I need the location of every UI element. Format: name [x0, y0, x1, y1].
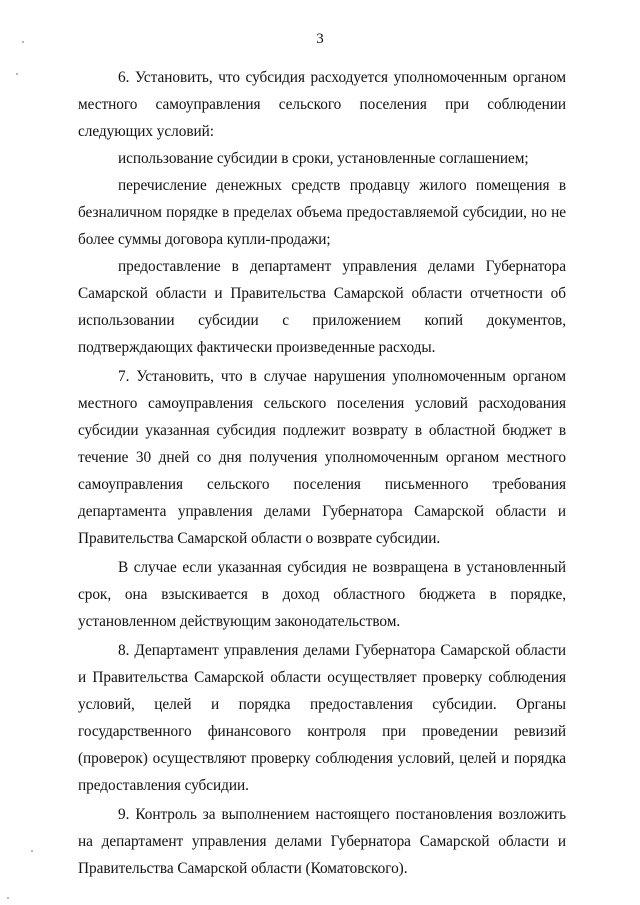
- scan-speck: [7, 897, 9, 899]
- page-number: 3: [316, 31, 324, 47]
- paragraph-7: 7. Установить, что в случае нарушения уполномоченным органом местного самоуправления сельского поселения условий расходования субсидии указанная субсидия подлежит возврату в областной бюджет в течение 30 дней со дня получения уполномоченным органом местного самоуправления сельского поселения письменного требования департамента управления делами Губернатора Самарской области и Правительства Самарской области о возврате субсидии.: [78, 368, 566, 547]
- scan-speck: [22, 41, 24, 43]
- scan-speck: [31, 850, 33, 852]
- paragraph-6: 6. Установить, что субсидия расходуется уполномоченным органом местного самоуправления сельского поселения при соблюдении следующих условий:: [78, 69, 566, 140]
- condition-use-deadline: использование субсидии в сроки, установленные соглашением;: [118, 150, 529, 167]
- paragraph-8: 8. Департамент управления делами Губернатора Самарской области и Правительства Самарской области осуществляет проверку соблюдения условий, целей и порядка предоставления субсидии. Органы государственного финансового контроля при проведении ревизий (проверок) осуществляют проверку соблюдения условий, целей и порядка предоставления субсидии.: [78, 642, 566, 794]
- paragraph-7-recovery: В случае если указанная субсидия не возвращена в установленный срок, она взыскивается в доход областного бюджета в порядке, установленном действующим законодательством.: [78, 559, 566, 630]
- paragraph-9: 9. Контроль за выполнением настоящего постановления возложить на департамент управления делами Губернатора Самарской области и Правительства Самарской области (Коматовского).: [78, 806, 566, 877]
- condition-transfer-funds: перечисление денежных средств продавцу жилого помещения в безналичном порядке в пределах объема предоставляемой субсидии, но не более суммы договора купли-продажи;: [78, 177, 566, 248]
- condition-reporting: предоставление в департамент управления делами Губернатора Самарской области и Правительства Самарской области отчетности об использовании субсидии с приложением копий документов, подтверждающих фактически произведенные расходы.: [78, 258, 566, 356]
- document-body: [78, 64, 566, 882]
- scan-speck: [16, 73, 18, 75]
